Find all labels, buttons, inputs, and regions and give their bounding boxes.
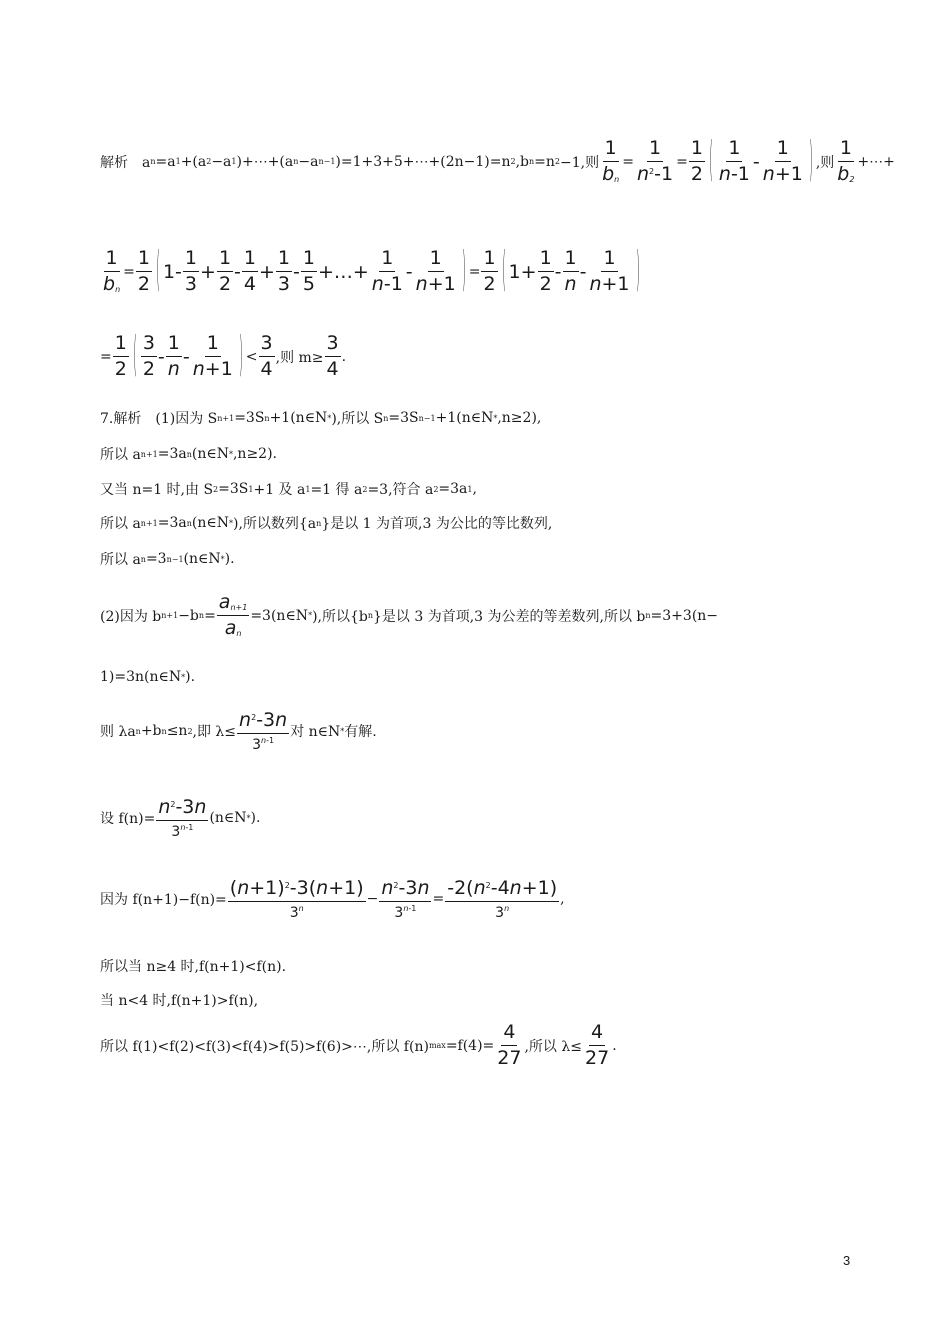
solution-line-2: 1 $b_n$ = 1 2 ( 1- 1 3 + $\frac{1}{2}$ - 1 4 + $\frac{1}{3}$ - 1 5 +…+ $\frac{1}{n-1}$ - 1 n+1 ) = 1 2 ( 1+ $\frac{1}{2}$ - 1 n - 1 n+1 ) [103, 243, 640, 298]
solution-line-1: 解析 a n =a 1 +(a 2 −a 1 )+⋯+(a n −a n−1 )=1+3+5+⋯+(2n−1)=n 2 ,b n =n 2 −1,则 1 $b_n$ = 1 $n^2-1$ = 1 2 ( 1 n-1 - 1 n+1 ) ,则 1 $b_2$ +⋯+ [100, 133, 895, 188]
problem-7-line-7: 1)=3n(n∈N * ). [100, 669, 196, 685]
problem-7-line-4: 所以 a n+1 =3a n (n∈N * ),所以数列{a n }是以 1 为首项,3 为公比的等比数列, [100, 515, 553, 532]
problem-7-line-5: 所以 a n =3 n−1 (n∈N * ). [100, 551, 235, 568]
problem-7-line-1: 7.解析 (1)因为 S n+1 =3S n +1(n∈N * ),所以 S n =3S n−1 +1(n∈N * ,n≥2), [100, 410, 542, 427]
problem-7-line-11: 所以当 n≥4 时,f(n+1)<f(n). [100, 959, 287, 975]
solution-line-3: = 1 2 ( 3 2 - 1 n - 1 n+1 ) < 3 4 ,则 m≥ 3 4 . [100, 328, 347, 383]
problem-7-line-2: 所以 a n+1 =3a n (n∈N * ,n≥2). [100, 446, 278, 463]
problem-7-line-10: 因为 f(n+1)−f(n)= $(n+1)^2-3(n+1)$ $3^n$ − $n^2-3n$ $3^{n-1}$ = $-2(n^2-4n+1)$ 3$^n$ , [100, 877, 565, 921]
problem-7-line-12: 当 n<4 时,f(n+1)>f(n), [100, 993, 259, 1009]
problem-7-line-9: 设 f(n)= $n^2-3n$ 3$^{n-1}$ (n∈N * ). [100, 796, 261, 840]
problem-7-line-13: 所以 f(1)<f(2)<f(3)<f(4)>f(5)>f(6)>⋯,所以 f(n) max =f(4)= 4 27 ,所以 λ≤ 4 27 . [100, 1021, 617, 1069]
problem-7-line-8: 则 λa n +b n ≤n 2 ,即 λ≤ $n^2-3n$ 3$^{n-1}$ 对 n∈N * 有解. [100, 709, 377, 753]
page-number: 3 [843, 1253, 851, 1268]
problem-7-line-6: (2)因为 b n+1 −b n = $a_{n+1}$ $a_n$ =3(n∈N * ),所以{b n }是以 3 为首项,3 为公差的等差数列,所以 b n =3+3(n− [100, 591, 719, 639]
problem-7-line-3: 又当 n=1 时,由 S 2 =3S 1 +1 及 a 1 =1 得 a 2 =3,符合 a 2 =3a 1 , [100, 481, 477, 498]
